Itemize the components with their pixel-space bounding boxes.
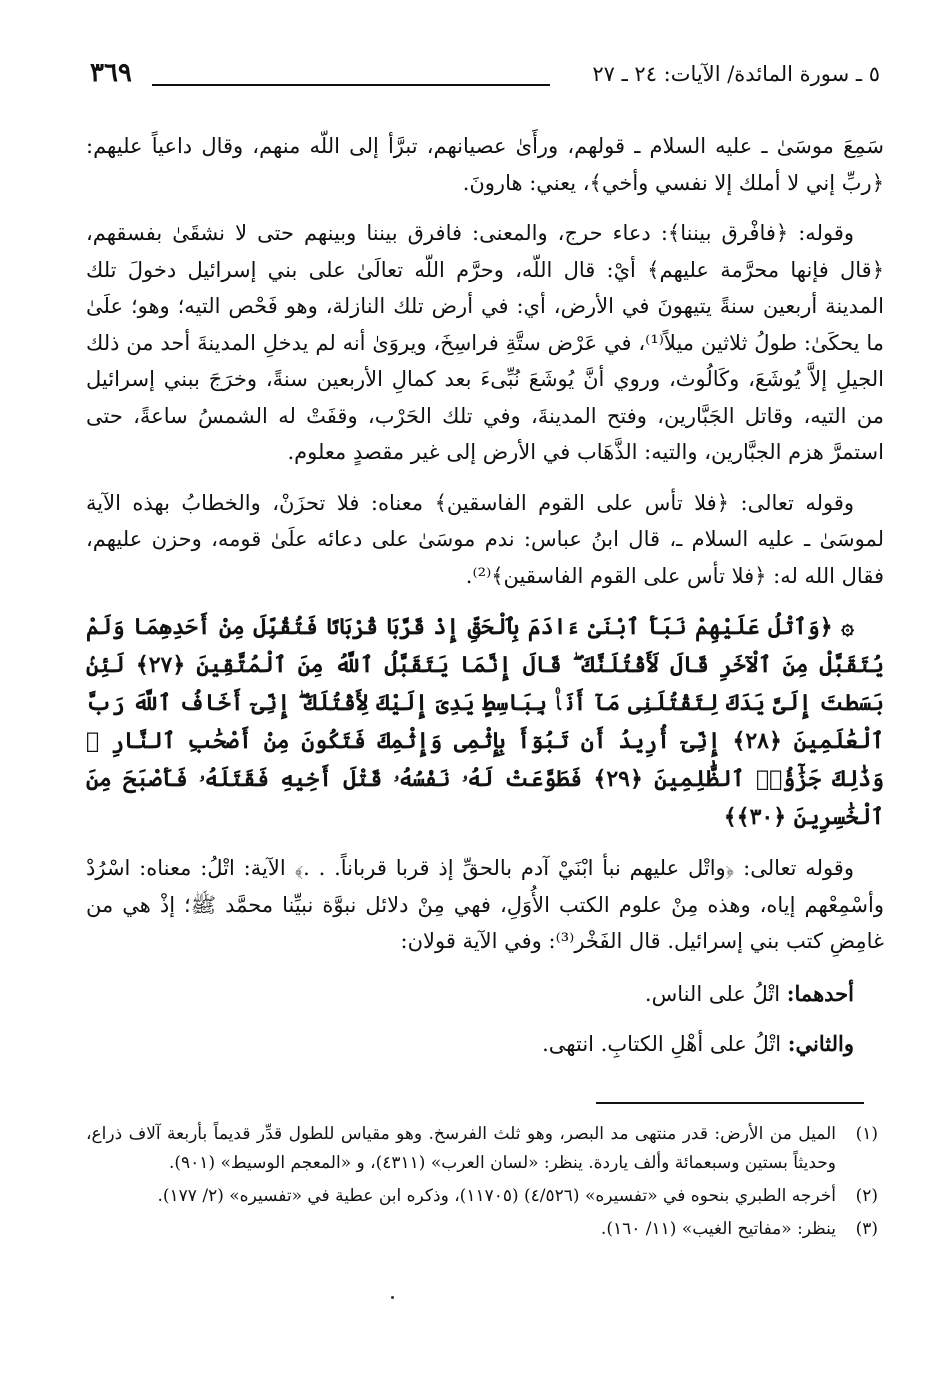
footnote-1 xyxy=(86,1120,884,1178)
header-rule xyxy=(152,84,550,86)
footnote-2 xyxy=(86,1182,884,1211)
chapter-title: ٥ ـ سورة المائدة/ الآيات: ٢٤ ـ ٢٧ xyxy=(592,62,880,86)
paragraph-1: سَمِعَ موسَىٰ ـ عليه السلام ـ قولهم، ورأَىٰ عصيانهم، تبرَّأ إلى اللّه منهم، وقال داعياً عليهم: ﴿ربِّ إني لا أملك إلا نفسي وأخي﴾، يعني: هارونَ. xyxy=(86,134,884,195)
print-speck xyxy=(391,1296,394,1299)
opinion-one-text: اتْلُ على الناس. xyxy=(644,981,781,1006)
opinion-one xyxy=(86,974,884,1014)
footnote-3 xyxy=(86,1215,884,1244)
quran-verse: ۞ ﴿وَٱتْلُ عَلَيْهِمْ نَبَأَ ٱبْنَىْ ءَادَمَ بِٱلْحَقِّ إِذْ قَرَّبَا قُرْبَانًا فَتُقُبِّلَ مِنْ أَحَدِهِمَا وَلَمْ يُتَقَبَّلْ مِنَ ٱلْآخَرِ قَالَ لَأَقْتُلَنَّكَ ۖ قَالَ إِنَّمَا يَتَقَبَّلُ ٱللَّهُ مِنَ ٱلْمُتَّقِينَ ﴿٢٧﴾ لَئِنۢ بَسَطتَ إِلَىَّ يَدَكَ لِتَقْتُلَنِى مَآ أَنَا۠ بِبَاسِطٍ يَدِىَ إِلَيْكَ لِأَقْتُلَكَ ۖ إِنِّىٓ أَخَافُ ٱللَّهَ رَبَّ ٱلْعَٰلَمِينَ ﴿٢٨﴾ إِنِّىٓ أُرِيدُ أَن تَبُوٓأَ بِإِثْمِى وَإِثْمِكَ فَتَكُونَ مِنْ أَصْحَٰبِ ٱلنَّارِ ۚ وَذَٰلِكَ جَزَٰٓؤُا۟ ٱلظَّٰلِمِينَ ﴿٢٩﴾ فَطَوَّعَتْ لَهُۥ نَفْسُهُۥ قَتْلَ أَخِيهِ فَقَتَلَهُۥ فَأَصْبَحَ مِنَ ٱلْخَٰسِرِينَ ﴿٣٠﴾﴾ xyxy=(86,614,884,830)
footnote-number: (٢) xyxy=(855,1186,878,1206)
running-header xyxy=(90,58,880,102)
footnote-text: الميل من الأرض: قدر منتهى مد البصر، وهو ثلث الفرسخ. وهو مقياس للطول قدِّر قديماً بأربعة آلاف ذراع، وحديثاً بستين وسبعمائة وألف ياردة. ينظر: «لسان العرب» (٤٣١١)، و «المعجم الوسيط» (٩٠١). xyxy=(86,1124,836,1173)
paragraph-2: وقوله: ﴿فافْرق بيننا﴾: دعاء حرج، والمعنى: فافرق بيننا وبينهم حتى لا نشقَىٰ بفسقهم، ﴿قال فإنها محرَّمة عليهم﴾ أيْ: قال اللّه، وحرَّم اللّه تعالَىٰ على بني إسرائيل دخولَ تلك المدينة أربعين سنةً يتيهونَ في الأرض، أي: في أرض تلك النازلة، وهو فَحْص التيه؛ وهو؛ علَىٰ ما يحكَىٰ: طولُ ثلاثين ميلاً⁽¹⁾، في عَرْض ستَّةِ فراسِخَ، ويروَىٰ أنه لم يدخلِ المدينةَ أحد من ذلك الجيلِ إلاَّ يُوشَعَ، وكَالُوث، وروي أنَّ يُوشَعَ نُبِّىءَ بعد كمالِ الأربعين سنةً، وخرَجَ ببني إسرائيل من التيه، وقاتل الجَبَّارين، وفتح المدينةَ، وفي تلك الحَرْب، وقفَتْ له الشمسُ ساعةً، حتى استمرَّ هزم الجبَّارين، والتيه: الذَّهَاب في الأرض إلى غير مقصدٍ معلوم. xyxy=(86,221,885,464)
footnote-text: ينظر: «مفاتيح الغيب» (١١/ ١٦٠). xyxy=(600,1219,836,1239)
opinion-two xyxy=(86,1024,884,1064)
page-number: ٣٦٩ xyxy=(90,58,132,88)
opinion-two-label: والثاني: xyxy=(787,1030,854,1056)
footnote-text: أخرجه الطبري بنحوه في «تفسيره» (٤/٥٢٦) (١١٧٠٥)، وذكره ابن عطية في «تفسيره» (٢/ ١٧٧). xyxy=(157,1186,836,1206)
footnote-number: (١) xyxy=(855,1124,878,1144)
paragraph-4: وقوله تعالى: ﴿واتْل عليهم نبأ ابْنَيْ آدم بالحقِّ إذ قربا قرباناً. . .﴾ الآية: اتْلُ: معناه: اسْرُدْ وأسْمِعْهم إياه، وهذه مِنْ علوم الكتب الأُوَلِ، فهي مِنْ دلائل نبوَّة نبيِّنا محمَّد ﷺ؛ إذْ هي من غامِضِ كتب بني إسرائيل. قال الفَخْر⁽³⁾: وفي الآية قولان: xyxy=(86,856,884,953)
footnotes xyxy=(86,1120,884,1248)
opinion-one-label: أحدهما: xyxy=(786,980,854,1006)
footnote-separator xyxy=(596,1102,864,1104)
main-text xyxy=(86,128,884,1064)
footnote-number: (٣) xyxy=(855,1219,878,1239)
opinion-two-text: اتْلُ على أهْلِ الكتابِ. انتهى. xyxy=(542,1031,782,1056)
paragraph-3: وقوله تعالى: ﴿فلا تأس على القوم الفاسقين﴾ معناه: فلا تحزَنْ، والخطابُ بهذه الآية لموسَىٰ ـ عليه السلام ـ، قال ابنُ عباس: ندم موسَىٰ على دعائه علَىٰ قومه، وحزن عليهم، فقال الله له: ﴿فلا تأس على القوم الفاسقين﴾⁽²⁾. xyxy=(86,490,884,588)
